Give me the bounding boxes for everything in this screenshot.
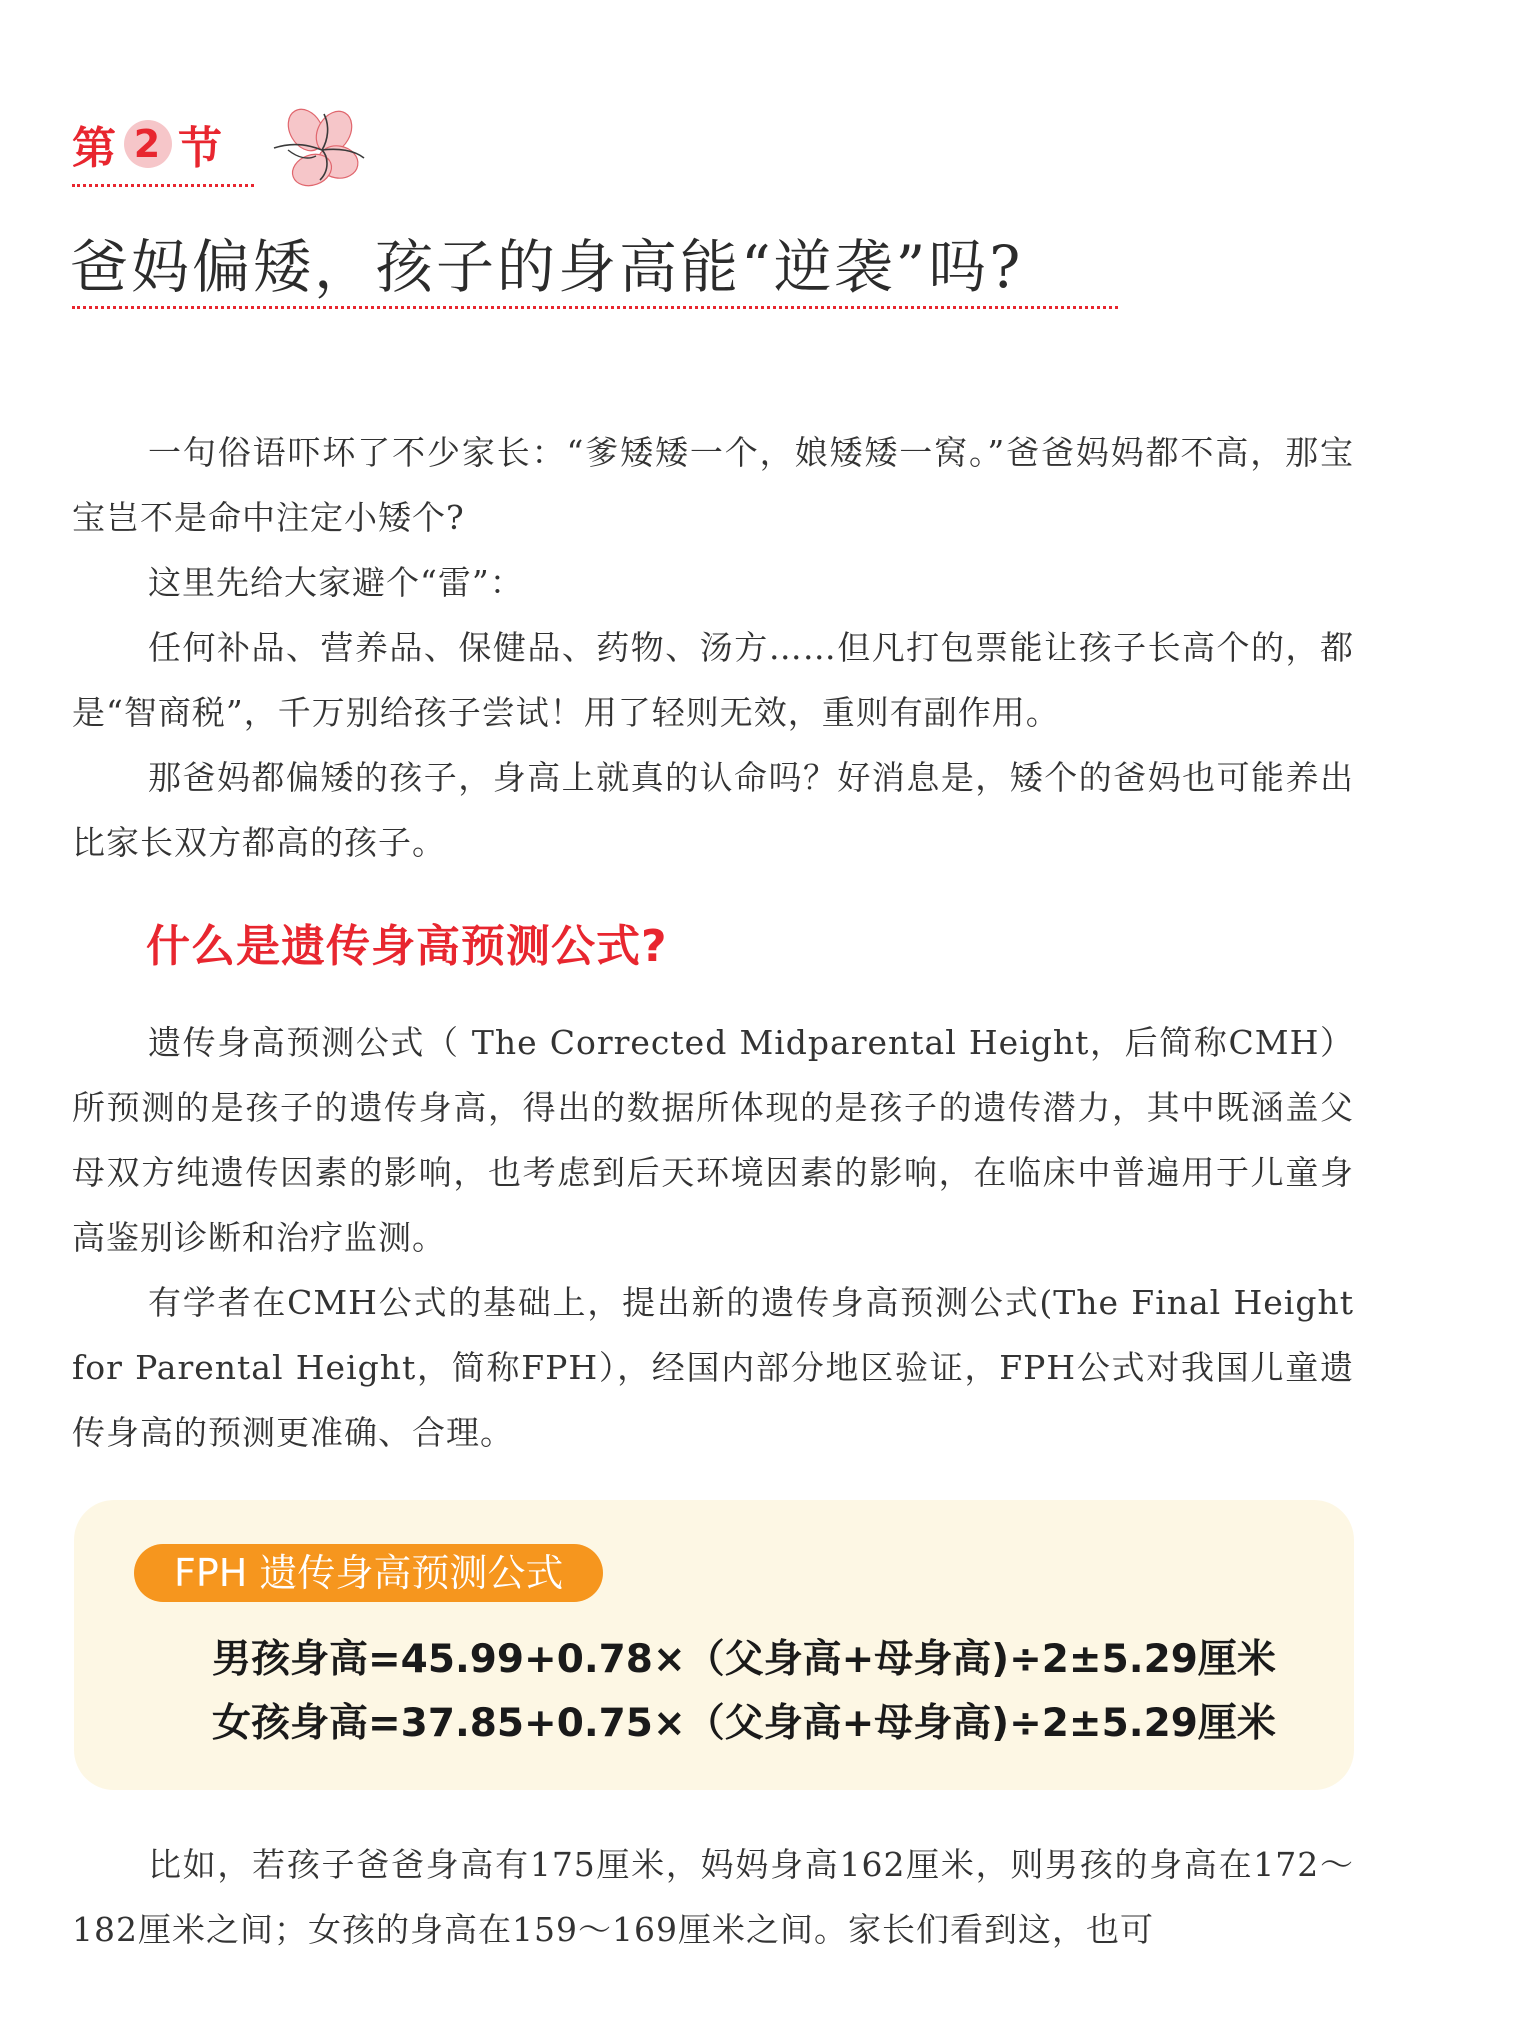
boy-formula: 男孩身高=45.99+0.78×（父身高+母身高)÷2±5.29厘米 <box>212 1637 1276 1682</box>
intro-paragraph: 这里先给大家避个“雷”： <box>148 563 524 602</box>
intro-section <box>72 420 1354 875</box>
example-section <box>72 1832 1354 1962</box>
intro-paragraph: 任何补品、营养品、保健品、药物、汤方……但凡打包票能让孩子长高个的，都是“智商税”，千万别给孩子尝试！用了轻则无效，重则有副作用。 <box>72 628 1354 732</box>
section-prefix: 第 <box>72 123 118 174</box>
cmh-section <box>72 1010 1354 1465</box>
page-title: 爸妈偏矮，孩子的身高能“逆袭”吗? <box>70 233 1024 301</box>
example-paragraph: 比如，若孩子爸爸身高有175厘米，妈妈身高162厘米，则男孩的身高在172～182厘米之间；女孩的身高在159～169厘米之间。家长们看到这，也可 <box>72 1845 1354 1949</box>
girl-formula: 女孩身高=37.85+0.75×（父身高+母身高)÷2±5.29厘米 <box>212 1701 1276 1746</box>
cmh-paragraph: 遗传身高预测公式（ The Corrected Midparental Height，后简称CMH）所预测的是孩子的遗传身高，得出的数据所体现的是孩子的遗传潜力，其中既涵盖父母双方纯遗传因素的影响，也考虑到后天环境因素的影响，在临床中普遍用于儿童身高鉴别诊断和治疗监测。 <box>72 1023 1354 1257</box>
section-divider <box>72 184 254 187</box>
intro-paragraph: 那爸妈都偏矮的孩子，身高上就真的认命吗？好消息是，矮个的爸妈也可能养出比家长双方都高的孩子。 <box>72 758 1354 862</box>
formula-box <box>74 1500 1354 1790</box>
title-divider <box>72 306 1118 309</box>
section-heading: 什么是遗传身高预测公式? <box>146 921 668 972</box>
intro-paragraph: 一句俗语吓坏了不少家长：“爹矮矮一个，娘矮矮一窝。”爸爸妈妈都不高，那宝宝岂不是命中注定小矮个? <box>72 433 1354 537</box>
formula-tag: FPH 遗传身高预测公式 <box>134 1544 603 1602</box>
section-label <box>72 112 224 176</box>
cmh-paragraph: 有学者在CMH公式的基础上，提出新的遗传身高预测公式(The Final Height for Parental Height，简称FPH），经国内部分地区验证，FPH公式对我国儿童遗传身高的预测更准确、合理。 <box>72 1283 1354 1452</box>
section-number-badge: 2 <box>124 120 172 168</box>
section-suffix: 节 <box>178 123 224 174</box>
flower-icon <box>268 100 368 200</box>
